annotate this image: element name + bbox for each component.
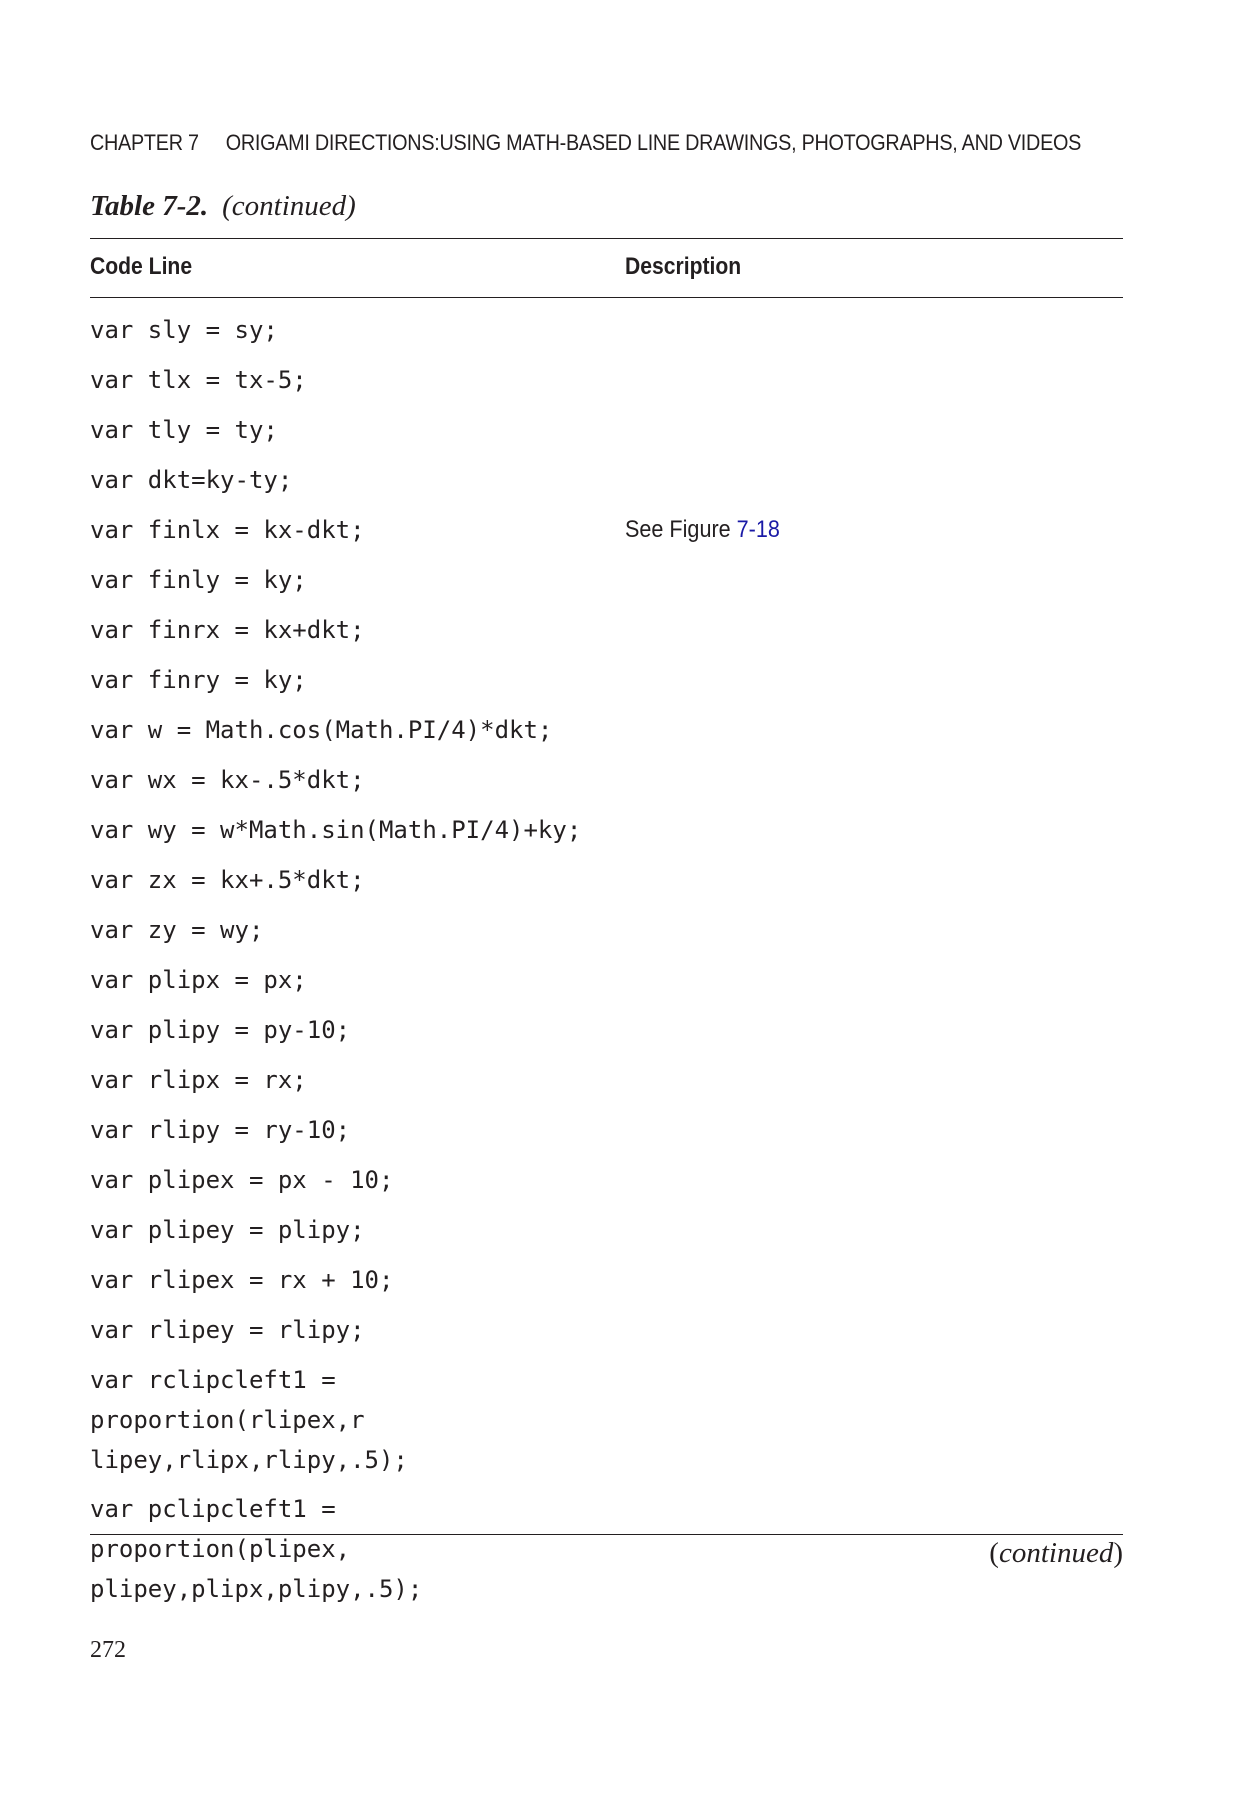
column-header-code-line: Code Line	[90, 253, 193, 280]
table-row	[90, 755, 1123, 805]
code-line: var plipx = px;	[90, 966, 307, 994]
table-row	[90, 1484, 1123, 1613]
table-header-rule	[90, 297, 1123, 298]
table-row	[90, 405, 1123, 455]
table-row	[90, 1355, 1123, 1484]
table-row	[90, 1155, 1123, 1205]
code-line: var plipy = py-10;	[90, 1016, 351, 1044]
code-line: var zx = kx+.5*dkt;	[90, 866, 365, 894]
code-line: var finrx = kx+dkt;	[90, 616, 365, 644]
continued-note-text: continued	[998, 1537, 1114, 1569]
table-row	[90, 1105, 1123, 1155]
code-line: var w = Math.cos(Math.PI/4)*dkt;	[90, 716, 553, 744]
code-line: var rlipy = ry-10;	[90, 1116, 351, 1144]
description-text: See Figure	[625, 516, 737, 543]
continued-note: (continued)	[989, 1537, 1123, 1569]
table-number: Table 7-2.	[90, 190, 209, 222]
table-top-rule	[90, 238, 1123, 239]
code-line: var rclipcleft1 = proportion(rlipex,r lipey,rlipx,rlipy,.5);	[90, 1366, 408, 1474]
code-line: var sly = sy;	[90, 316, 278, 344]
code-line: var wx = kx-.5*dkt;	[90, 766, 365, 794]
table-row	[90, 1055, 1123, 1105]
running-head	[90, 130, 1081, 156]
description-cell	[625, 510, 780, 550]
page-number: 272	[90, 1637, 126, 1663]
code-line: var tly = ty;	[90, 416, 278, 444]
chapter-label: CHAPTER 7	[90, 130, 199, 155]
table-row	[90, 905, 1123, 955]
table-row	[90, 555, 1123, 605]
code-line: var rlipex = rx + 10;	[90, 1266, 394, 1294]
table-row	[90, 805, 1123, 855]
table-bottom-rule	[90, 1534, 1123, 1535]
table-row	[90, 955, 1123, 1005]
table-caption	[90, 190, 356, 223]
code-line: var finlx = kx-dkt;	[90, 516, 365, 544]
code-line: var plipex = px - 10;	[90, 1166, 394, 1194]
code-line: var zy = wy;	[90, 916, 264, 944]
code-line: var wy = w*Math.sin(Math.PI/4)+ky;	[90, 816, 582, 844]
code-line: var dkt=ky-ty;	[90, 466, 293, 494]
code-line: var plipey = plipy;	[90, 1216, 365, 1244]
code-line: var pclipcleft1 = proportion(plipex, plipey,plipx,plipy,.5);	[90, 1495, 423, 1603]
table-row	[90, 1255, 1123, 1305]
table-row	[90, 655, 1123, 705]
table-row	[90, 355, 1123, 405]
table-row	[90, 1305, 1123, 1355]
table-body	[90, 305, 1123, 1613]
code-line: var rlipx = rx;	[90, 1066, 307, 1094]
table-row	[90, 505, 1123, 555]
table-row	[90, 605, 1123, 655]
table-row	[90, 1005, 1123, 1055]
book-page	[90, 0, 1123, 1800]
table-caption-text: (continued)	[222, 190, 356, 222]
table-row	[90, 855, 1123, 905]
code-line: var finry = ky;	[90, 666, 307, 694]
figure-link[interactable]: 7-18	[736, 516, 780, 543]
table-row	[90, 1205, 1123, 1255]
code-line: var finly = ky;	[90, 566, 307, 594]
chapter-title: ORIGAMI DIRECTIONS:USING MATH-BASED LINE DRAWINGS, PHOTOGRAPHS, AND VIDEOS	[225, 130, 1082, 155]
code-line: var tlx = tx-5;	[90, 366, 307, 394]
table-row	[90, 455, 1123, 505]
code-line: var rlipey = rlipy;	[90, 1316, 365, 1344]
table-row	[90, 705, 1123, 755]
column-header-description: Description	[625, 253, 742, 280]
table-row	[90, 305, 1123, 355]
